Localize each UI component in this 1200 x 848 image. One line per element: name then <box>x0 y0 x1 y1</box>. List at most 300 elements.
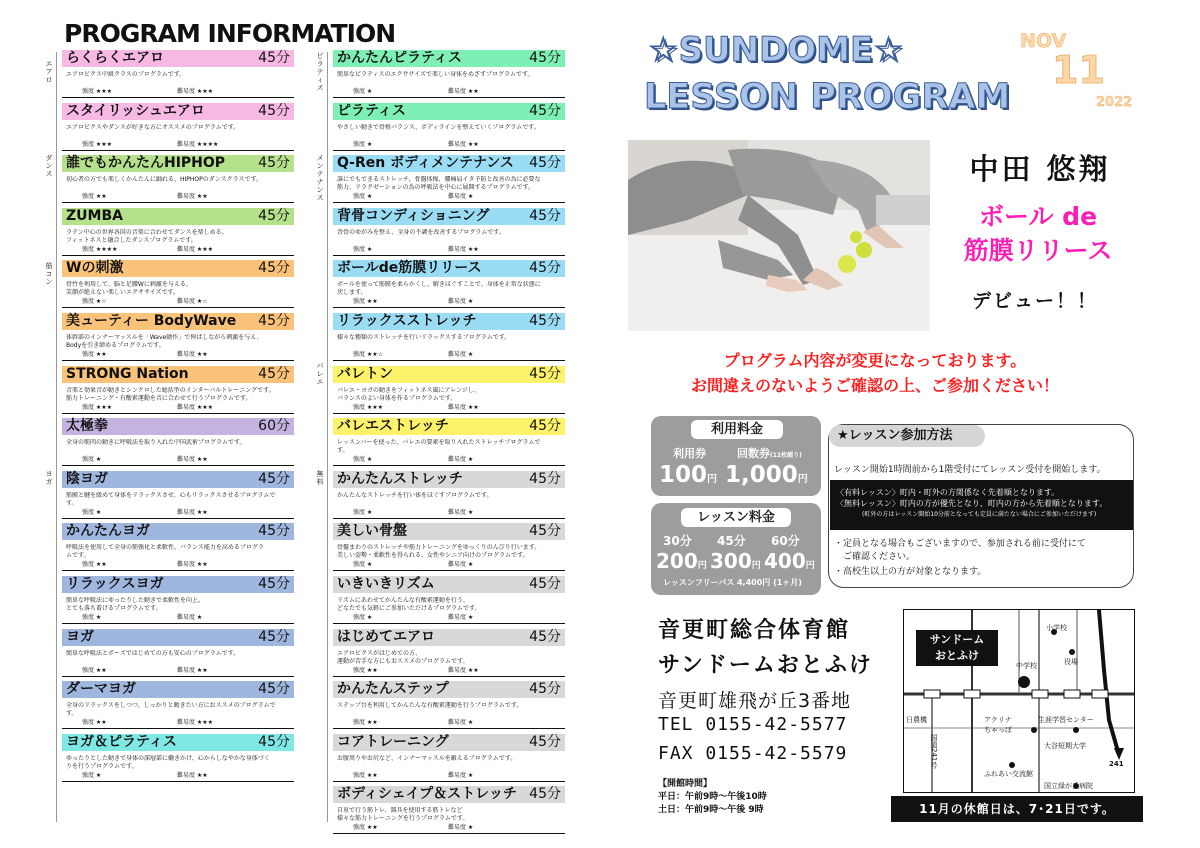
catch-line1: ボール de <box>978 202 1098 231</box>
program-minutes: 45分 <box>529 628 561 645</box>
program-ratings <box>82 246 282 254</box>
program-difficulty: 難易度 ★ <box>448 771 474 779</box>
closed-days: 11月の休館日は、7･21日です。 <box>891 796 1143 822</box>
duration-30: 30分 <box>663 534 692 548</box>
program-difficulty: 難易度 ★ <box>448 351 474 358</box>
program-ratings <box>353 561 553 569</box>
program-name: かんたんストレッチ <box>337 470 463 487</box>
program-ratings <box>82 772 282 780</box>
program-card <box>333 155 565 203</box>
program-description: 全身の筋肉の動きに呼吸法を取り入れた中国武術プログラムです。 <box>66 439 246 447</box>
program-divider <box>62 255 294 256</box>
program-name: いきいきリズム <box>337 576 435 592</box>
program-intensity: 強度 ★ <box>353 456 373 464</box>
program-intensity: 強度 ★★ <box>82 351 107 358</box>
program-description: エアロビクス中級クラスのプログラムです。 <box>66 71 186 78</box>
opening-hours <box>658 778 767 817</box>
program-name: かんたんピラティス <box>337 50 462 66</box>
program-divider <box>333 781 565 782</box>
program-description: ゆったりとした動きで身体の深層部に働きかけ、心からしなやかな身体づく りを行うプログラムです。 <box>66 754 270 770</box>
program-title-bar <box>62 418 294 435</box>
program-divider <box>62 570 294 571</box>
program-intensity: 強度 ★★ <box>82 719 107 727</box>
program-title-bar <box>62 103 294 120</box>
program-title-bar <box>62 208 294 225</box>
program-card <box>62 366 294 414</box>
program-intensity: 強度 ★ <box>82 508 102 516</box>
program-description: かんたんなストレッチを行い体をほぐすプログラムです。 <box>337 491 493 499</box>
program-difficulty: 難易度 ★★ <box>177 666 208 674</box>
map-sundome-label: サンドーム おとふけ <box>916 630 998 666</box>
program-name: 陰ヨガ <box>66 470 108 487</box>
program-card <box>333 629 565 677</box>
program-description: エアロビクスがはじめての方、 運動が苦手な方にもおススメのプログラムです。 <box>337 649 469 665</box>
program-title-bar <box>62 576 294 593</box>
left-side-line <box>56 52 57 822</box>
program-intensity: 強度 ★ <box>353 245 373 253</box>
program-ratings <box>82 351 282 359</box>
program-intensity: 強度 ★ <box>353 561 373 569</box>
program-card <box>62 208 294 256</box>
program-intensity: 強度 ★ <box>82 456 102 464</box>
program-description: 簡単な呼吸法にゆったりした動きで柔軟性を向上。 とても落ち着けるプログラムです。 <box>66 597 204 612</box>
program-intensity: 強度 ★ <box>353 614 373 621</box>
program-description: 体幹部のインナーマッスルを「Wave動作」で伸ばしながら刺激を与え、 Bodyを引き締めるプログラムです。 <box>66 334 263 349</box>
category-label-free: 無料 <box>316 470 324 486</box>
duration-45: 45分 <box>717 534 746 548</box>
program-ratings <box>82 667 282 675</box>
program-list-left <box>62 50 294 830</box>
instructor-photo <box>628 140 930 331</box>
program-divider <box>62 202 294 203</box>
program-card <box>333 208 565 256</box>
program-card <box>333 786 565 834</box>
map-label-junior-high: 中学校 <box>1016 662 1037 670</box>
program-title-bar <box>62 629 294 646</box>
date-month: NOV <box>1020 30 1067 52</box>
map-label-hospital: 国立緑が丘病院 <box>1044 782 1093 790</box>
program-ratings <box>82 509 282 517</box>
program-intensity: 強度 ★★☆ <box>353 351 384 358</box>
program-title-bar <box>333 523 565 540</box>
program-card <box>333 103 565 151</box>
coupon-price: 1,000円 <box>725 462 808 488</box>
program-description: 様々な種類のストレッチを行いリラックスするプログラムです。 <box>337 334 511 341</box>
program-minutes: 60分 <box>258 418 290 435</box>
program-title-bar <box>62 155 294 172</box>
program-name: はじめてエアロ <box>337 628 435 645</box>
program-ratings <box>353 246 553 254</box>
program-divider <box>62 307 294 308</box>
registration-note1b: ご確認ください。 <box>834 552 916 562</box>
program-name: バレトン <box>337 365 393 382</box>
program-intensity: 強度 ★★ <box>353 298 378 306</box>
category-label-kincon: 筋コン <box>45 262 53 286</box>
program-title-bar <box>62 681 294 698</box>
program-description: 呼吸法を使用して全身の筋強化と柔軟性、バランス能力を高めるプログラ ムです。 <box>66 544 264 560</box>
paid-rule: 〈有料レッスン〉町内・町外の方関係なく先着順となります。 <box>836 488 1060 497</box>
hours-title: 【開館時間】 <box>658 779 713 789</box>
program-title-bar <box>333 786 565 803</box>
program-difficulty: 難易度 ★★★ <box>177 88 214 95</box>
program-title-bar <box>333 208 565 225</box>
program-difficulty: 難易度 ★★ <box>177 193 208 201</box>
category-label-aero: エアロ <box>45 60 53 84</box>
program-name: 誰でもかんたんHIPHOP <box>66 155 226 172</box>
program-intensity: 強度 ★ <box>82 771 102 779</box>
program-name: らくらくエアロ <box>66 50 164 66</box>
program-intensity: 強度 ★★★ <box>353 403 384 411</box>
program-intensity: 強度 ★★★★ <box>82 245 118 253</box>
usage-fee-title: 利用料金 <box>691 420 783 439</box>
program-difficulty: 難易度 ★ <box>448 298 474 306</box>
program-divider <box>62 150 294 151</box>
program-card <box>333 523 565 571</box>
program-ratings <box>353 509 553 517</box>
instructor-catch <box>940 200 1136 268</box>
program-description: お腹周りやお尻など、インナーマッスルを鍛えるプログラムです。 <box>337 754 517 762</box>
program-difficulty: 難易度 ★★ <box>448 403 479 411</box>
free-rule-note: (町外の方はレッスン開始10分前となっても定員に満たない場合にご参加いただけます) <box>862 511 1097 518</box>
program-description: リズムにあわせてかんたんな有酸素運動を行う、 どなたでも気軽にご参加いただけるプログラムです。 <box>337 597 481 612</box>
program-ratings <box>353 298 553 306</box>
program-ratings <box>82 456 282 464</box>
program-description: 音楽と効果音が動きとシンクロした総括型のインターバルトレーニングです。 筋力トレーニング・有酸素運動を音に合わせて行うプログラムです。 <box>66 386 275 402</box>
registration-rules <box>830 480 1133 530</box>
program-difficulty: 難易度 ★ <box>448 456 474 464</box>
program-ratings <box>353 824 553 832</box>
program-divider <box>62 728 294 729</box>
program-description: エアロビクスやダンスが好きな方にオススメのプログラムです。 <box>66 123 240 131</box>
map-label-otani-college: 大谷短期大学 <box>1044 742 1086 750</box>
program-name: 美しい骨盤 <box>337 523 407 540</box>
registration-title: ★レッスン参加方法 <box>829 425 985 447</box>
program-minutes: 45分 <box>529 523 561 540</box>
program-intensity: 強度 ★★★ <box>82 140 113 148</box>
program-card <box>62 260 294 308</box>
program-ratings <box>82 88 282 96</box>
program-card <box>62 471 294 519</box>
program-divider <box>333 413 565 414</box>
program-ratings <box>353 351 553 359</box>
program-title-bar <box>62 734 294 751</box>
program-name: ボールde筋膜リリース <box>337 260 482 277</box>
program-intensity: 強度 ★★★ <box>82 403 113 411</box>
program-name: 美ューティー BodyWave <box>66 313 237 329</box>
price-200: 200円 <box>656 549 707 573</box>
program-description: 誰にでもできるストレッチ、骨盤体操、腰痛肩イタ予防と改善の為に必要な 筋力、リラクゼーションの為の呼吸法を中心に展開するプログラムです。 <box>337 176 541 192</box>
venue-tel: TEL 0155-42-5577 <box>658 714 848 735</box>
title-sundome: ☆SUNDOME☆ <box>648 30 904 70</box>
program-ratings <box>82 404 282 412</box>
program-card <box>62 734 294 782</box>
program-name: Q-Ren ボディメンテナンス <box>337 155 514 172</box>
program-description: ボールを使って筋膜を柔らかくし、解きほぐすことで、身体を正常な状態に 戻します。 <box>337 281 541 297</box>
program-minutes: 45分 <box>258 470 290 487</box>
program-description: バレエ・ヨガの動きをフィットネス風にアレンジし、 バランスのよい身体を作るプログラムです。 <box>337 386 480 402</box>
program-card <box>62 523 294 571</box>
program-difficulty: 難易度 ★★ <box>177 561 208 569</box>
program-title-bar <box>62 50 294 67</box>
program-ratings <box>82 141 282 149</box>
program-intensity: 強度 ★☆ <box>82 298 107 306</box>
program-card <box>62 155 294 203</box>
category-label-dance: ダンス <box>45 154 53 178</box>
program-card <box>333 471 565 519</box>
map-label-chappo: ちゃっぽ <box>984 726 1012 734</box>
duration-60: 60分 <box>771 534 800 548</box>
program-ratings <box>353 141 553 149</box>
ticket-price: 100円 <box>659 462 718 488</box>
program-difficulty: 難易度 ★★ <box>448 140 479 148</box>
program-divider <box>333 360 565 361</box>
program-divider <box>333 307 565 308</box>
program-ratings <box>353 772 553 780</box>
program-minutes: 45分 <box>529 576 561 592</box>
program-minutes: 45分 <box>529 733 561 750</box>
program-divider <box>62 97 294 98</box>
category-label-maintenance: メンテナンス <box>316 154 324 202</box>
program-title-bar <box>333 50 565 67</box>
program-ratings <box>353 456 553 464</box>
map-label-town-office: 役場 <box>1064 658 1078 666</box>
program-divider <box>62 413 294 414</box>
program-description: 初心者の方でも楽しくかんたんに踊れる、HIPHOPのダンスクラスです。 <box>66 176 262 184</box>
program-intensity: 強度 ★★ <box>353 666 378 674</box>
program-minutes: 45分 <box>529 155 561 172</box>
program-difficulty: 難易度 ★ <box>448 193 474 201</box>
program-card <box>333 366 565 414</box>
program-list-right <box>333 50 565 830</box>
program-name: 背骨コンディショニング <box>337 207 490 224</box>
program-minutes: 45分 <box>529 470 561 487</box>
price-400: 400円 <box>764 549 815 573</box>
program-difficulty: 難易度 ★★ <box>177 351 208 358</box>
access-map <box>903 609 1135 793</box>
free-pass: レッスンフリーパス 4,400円 (1ヶ月) <box>663 578 802 587</box>
program-minutes: 45分 <box>258 155 290 172</box>
program-difficulty: 難易度 ★ <box>448 614 474 621</box>
program-card <box>62 313 294 361</box>
catch-line2: 筋膜リリース <box>963 236 1113 265</box>
program-minutes: 45分 <box>258 365 290 382</box>
program-intensity: 強度 ★★ <box>353 719 378 727</box>
program-minutes: 45分 <box>258 681 290 698</box>
map-label-national-route: 国道241号 <box>930 734 938 769</box>
free-rule: 〈無料レッスン〉町内の方が優先となり、町内の方から先着順となります。 <box>836 499 1108 508</box>
program-title-bar <box>62 260 294 277</box>
program-description: 骨竹を利用して、脳と足腰Wに刺激を与える、 笑顔が絶えない楽しいエクササイズです。 <box>66 281 192 297</box>
program-name: Wの刺激 <box>66 260 124 277</box>
program-ratings <box>82 193 282 201</box>
program-ratings <box>353 719 553 727</box>
program-title-bar <box>333 366 565 383</box>
title-lesson-program: LESSON PROGRAM <box>644 77 1011 117</box>
program-name: コアトレーニング <box>337 733 449 750</box>
ticket-label: 利用券 <box>673 447 706 460</box>
program-intensity: 強度 ★ <box>82 614 102 621</box>
program-difficulty: 難易度 ★★ <box>177 508 208 516</box>
program-title-bar <box>333 471 565 488</box>
program-information-heading: PROGRAM INFORMATION <box>64 19 396 48</box>
usage-fee-box <box>651 416 821 496</box>
program-title-bar <box>62 471 294 488</box>
program-divider <box>62 465 294 466</box>
program-minutes: 45分 <box>529 681 561 698</box>
program-intensity: 強度 ★★★ <box>82 88 113 95</box>
program-minutes: 45分 <box>529 786 561 803</box>
program-description: やさしい動きで骨格バランス、ボディラインを整えていくプログラムです。 <box>337 123 540 131</box>
program-divider <box>62 781 294 782</box>
registration-note2: ・高校生以上の方が対象となります。 <box>834 567 987 577</box>
date-day: 11 <box>1052 48 1105 92</box>
map-label-elementary: 小学校 <box>1046 624 1067 632</box>
program-name: スタイリッシュエアロ <box>66 102 205 119</box>
program-divider <box>333 728 565 729</box>
program-intensity: 強度 ★★ <box>353 824 378 832</box>
debut-text: デビュー！！ <box>971 290 1098 312</box>
program-intensity: 強度 ★★ <box>82 193 107 201</box>
program-title-bar <box>333 313 565 330</box>
registration-line1: レッスン開始1時間前から1階受付にてレッスン受付を開始します。 <box>834 465 1106 475</box>
category-label-ballet: バレエ <box>316 362 324 386</box>
program-name: ダーマヨガ <box>66 681 136 698</box>
program-title-bar <box>333 629 565 646</box>
program-divider <box>62 676 294 677</box>
program-ratings <box>353 404 553 412</box>
program-ratings <box>82 561 282 569</box>
category-label-pilates: ピラティス <box>316 52 324 92</box>
program-minutes: 45分 <box>258 523 290 540</box>
program-divider <box>333 202 565 203</box>
program-intensity: 強度 ★ <box>353 140 373 148</box>
program-description: 背骨のゆがみを整え、全身の不調を改善するプログラムです。 <box>337 228 505 236</box>
program-description: 簡単なピラティスのエクササイズで楽しい身体をめざすプログラムです。 <box>337 71 534 78</box>
program-difficulty: 難易度 ★★★ <box>177 245 214 253</box>
program-intensity: 強度 ★★ <box>82 561 107 569</box>
program-divider <box>333 465 565 466</box>
program-name: バレエストレッチ <box>337 418 449 435</box>
program-card <box>62 418 294 466</box>
program-difficulty: 難易度 ★★★ <box>177 403 214 411</box>
program-minutes: 45分 <box>258 102 290 119</box>
program-card <box>333 418 565 466</box>
program-divider <box>62 518 294 519</box>
program-divider <box>333 518 565 519</box>
program-description: 自重で行う筋トレ、器具を使用する筋トレなど 様々な筋力トレーニングを行うプログラムです。 <box>337 807 469 823</box>
program-name: 太極拳 <box>66 418 108 435</box>
category-label-yoga: ヨガ <box>45 470 53 486</box>
program-description: 簡単な呼吸法とポーズではじめての方も安心のプログラムです。 <box>66 649 240 657</box>
program-card <box>333 313 565 361</box>
program-description: レッスンバーを使った、バレエの要素を取り入れたストレッチプログラムで す。 <box>337 439 541 455</box>
program-difficulty: 難易度 ★☆ <box>177 298 208 306</box>
program-title-bar <box>333 576 565 593</box>
program-name: ヨガ <box>66 628 94 645</box>
program-intensity: 強度 ★ <box>353 508 373 516</box>
program-name: リラックスヨガ <box>66 576 164 592</box>
program-description: 骨盤まわりのストレッチや筋力トレーニングをゆっくりのんびり行います。 美しい姿勢・柔軟性を得られる、女性やシニア向けのプログラムです。 <box>337 544 541 560</box>
program-minutes: 45分 <box>529 313 561 329</box>
program-difficulty: 難易度 ★ <box>177 614 203 621</box>
program-divider <box>62 623 294 624</box>
program-difficulty: 難易度 ★★ <box>448 245 479 253</box>
program-divider <box>62 360 294 361</box>
program-minutes: 45分 <box>529 50 561 66</box>
notice-line1: プログラム内容が変更になっております。 <box>723 351 1027 370</box>
program-difficulty: 難易度 ★★ <box>177 456 208 464</box>
program-ratings <box>353 88 553 96</box>
program-card <box>333 260 565 308</box>
program-minutes: 45分 <box>258 313 290 329</box>
program-minutes: 45分 <box>258 260 290 277</box>
program-card <box>62 681 294 729</box>
program-description: 筋膜と腱を緩めて身体をリラックスさせ、心もリラックスさせるプログラムで す。 <box>66 491 276 507</box>
program-title-bar <box>333 681 565 698</box>
program-divider <box>333 623 565 624</box>
program-description: ラテン中心の世界各国の音楽に合わせてダンスを楽しめる、 フィットネスと融合したダンスプログラムです。 <box>66 228 228 244</box>
program-name: ボディシェイプ＆ストレッチ <box>337 786 518 803</box>
map-label-fureai: ふれあい交流館 <box>984 770 1033 778</box>
program-title-bar <box>62 366 294 383</box>
program-minutes: 45分 <box>258 733 290 750</box>
program-name: ピラティス <box>337 102 406 119</box>
program-name: かんたんステップ <box>337 681 449 698</box>
program-intensity: 強度 ★★ <box>353 771 378 779</box>
program-card <box>333 576 565 624</box>
program-title-bar <box>333 103 565 120</box>
program-intensity: 強度 ★ <box>353 193 373 201</box>
program-ratings <box>353 667 553 675</box>
program-minutes: 45分 <box>258 628 290 645</box>
program-minutes: 45分 <box>529 418 561 435</box>
program-divider <box>333 97 565 98</box>
program-difficulty: 難易度 ★ <box>448 719 474 727</box>
program-divider <box>333 833 565 834</box>
program-difficulty: 難易度 ★★ <box>448 88 479 95</box>
program-minutes: 45分 <box>258 576 290 592</box>
program-ratings <box>82 719 282 727</box>
change-notice <box>625 348 1125 398</box>
program-description: 全身のリラックスをしつつ、しっかりと動きたい方におススメのプログラムで す。 <box>66 702 276 718</box>
program-card <box>62 576 294 624</box>
program-card <box>62 50 294 98</box>
program-title-bar <box>333 418 565 435</box>
hours-weekend: 土日：午前9時～午後 9時 <box>658 805 764 815</box>
program-card <box>62 103 294 151</box>
map-label-nichinoki: 日農機 <box>906 716 927 724</box>
program-title-bar <box>333 734 565 751</box>
notice-line2: お間違えのないようご確認の上、ご参加ください！ <box>690 376 1059 395</box>
program-intensity: 強度 ★★ <box>82 666 107 674</box>
map-label-route241: 241 <box>1109 760 1124 768</box>
program-title-bar <box>62 313 294 330</box>
yoga-legs-illustration <box>628 140 930 331</box>
program-minutes: 45分 <box>258 207 290 224</box>
program-card <box>333 681 565 729</box>
venue-name-sub: サンドームおとふけ <box>658 653 873 678</box>
program-name: STRONG Nation <box>66 365 189 382</box>
program-name: ヨガ＆ピラティス <box>66 733 177 750</box>
program-divider <box>333 570 565 571</box>
program-card <box>333 734 565 782</box>
program-difficulty: 難易度 ★★★ <box>177 719 214 727</box>
program-difficulty: 難易度 ★ <box>448 824 474 832</box>
program-minutes: 45分 <box>529 207 561 224</box>
program-title-bar <box>333 260 565 277</box>
program-description: ステップ台を利用してかんたんな有酸素運動を行うプログラムです。 <box>337 702 523 710</box>
program-divider <box>333 676 565 677</box>
